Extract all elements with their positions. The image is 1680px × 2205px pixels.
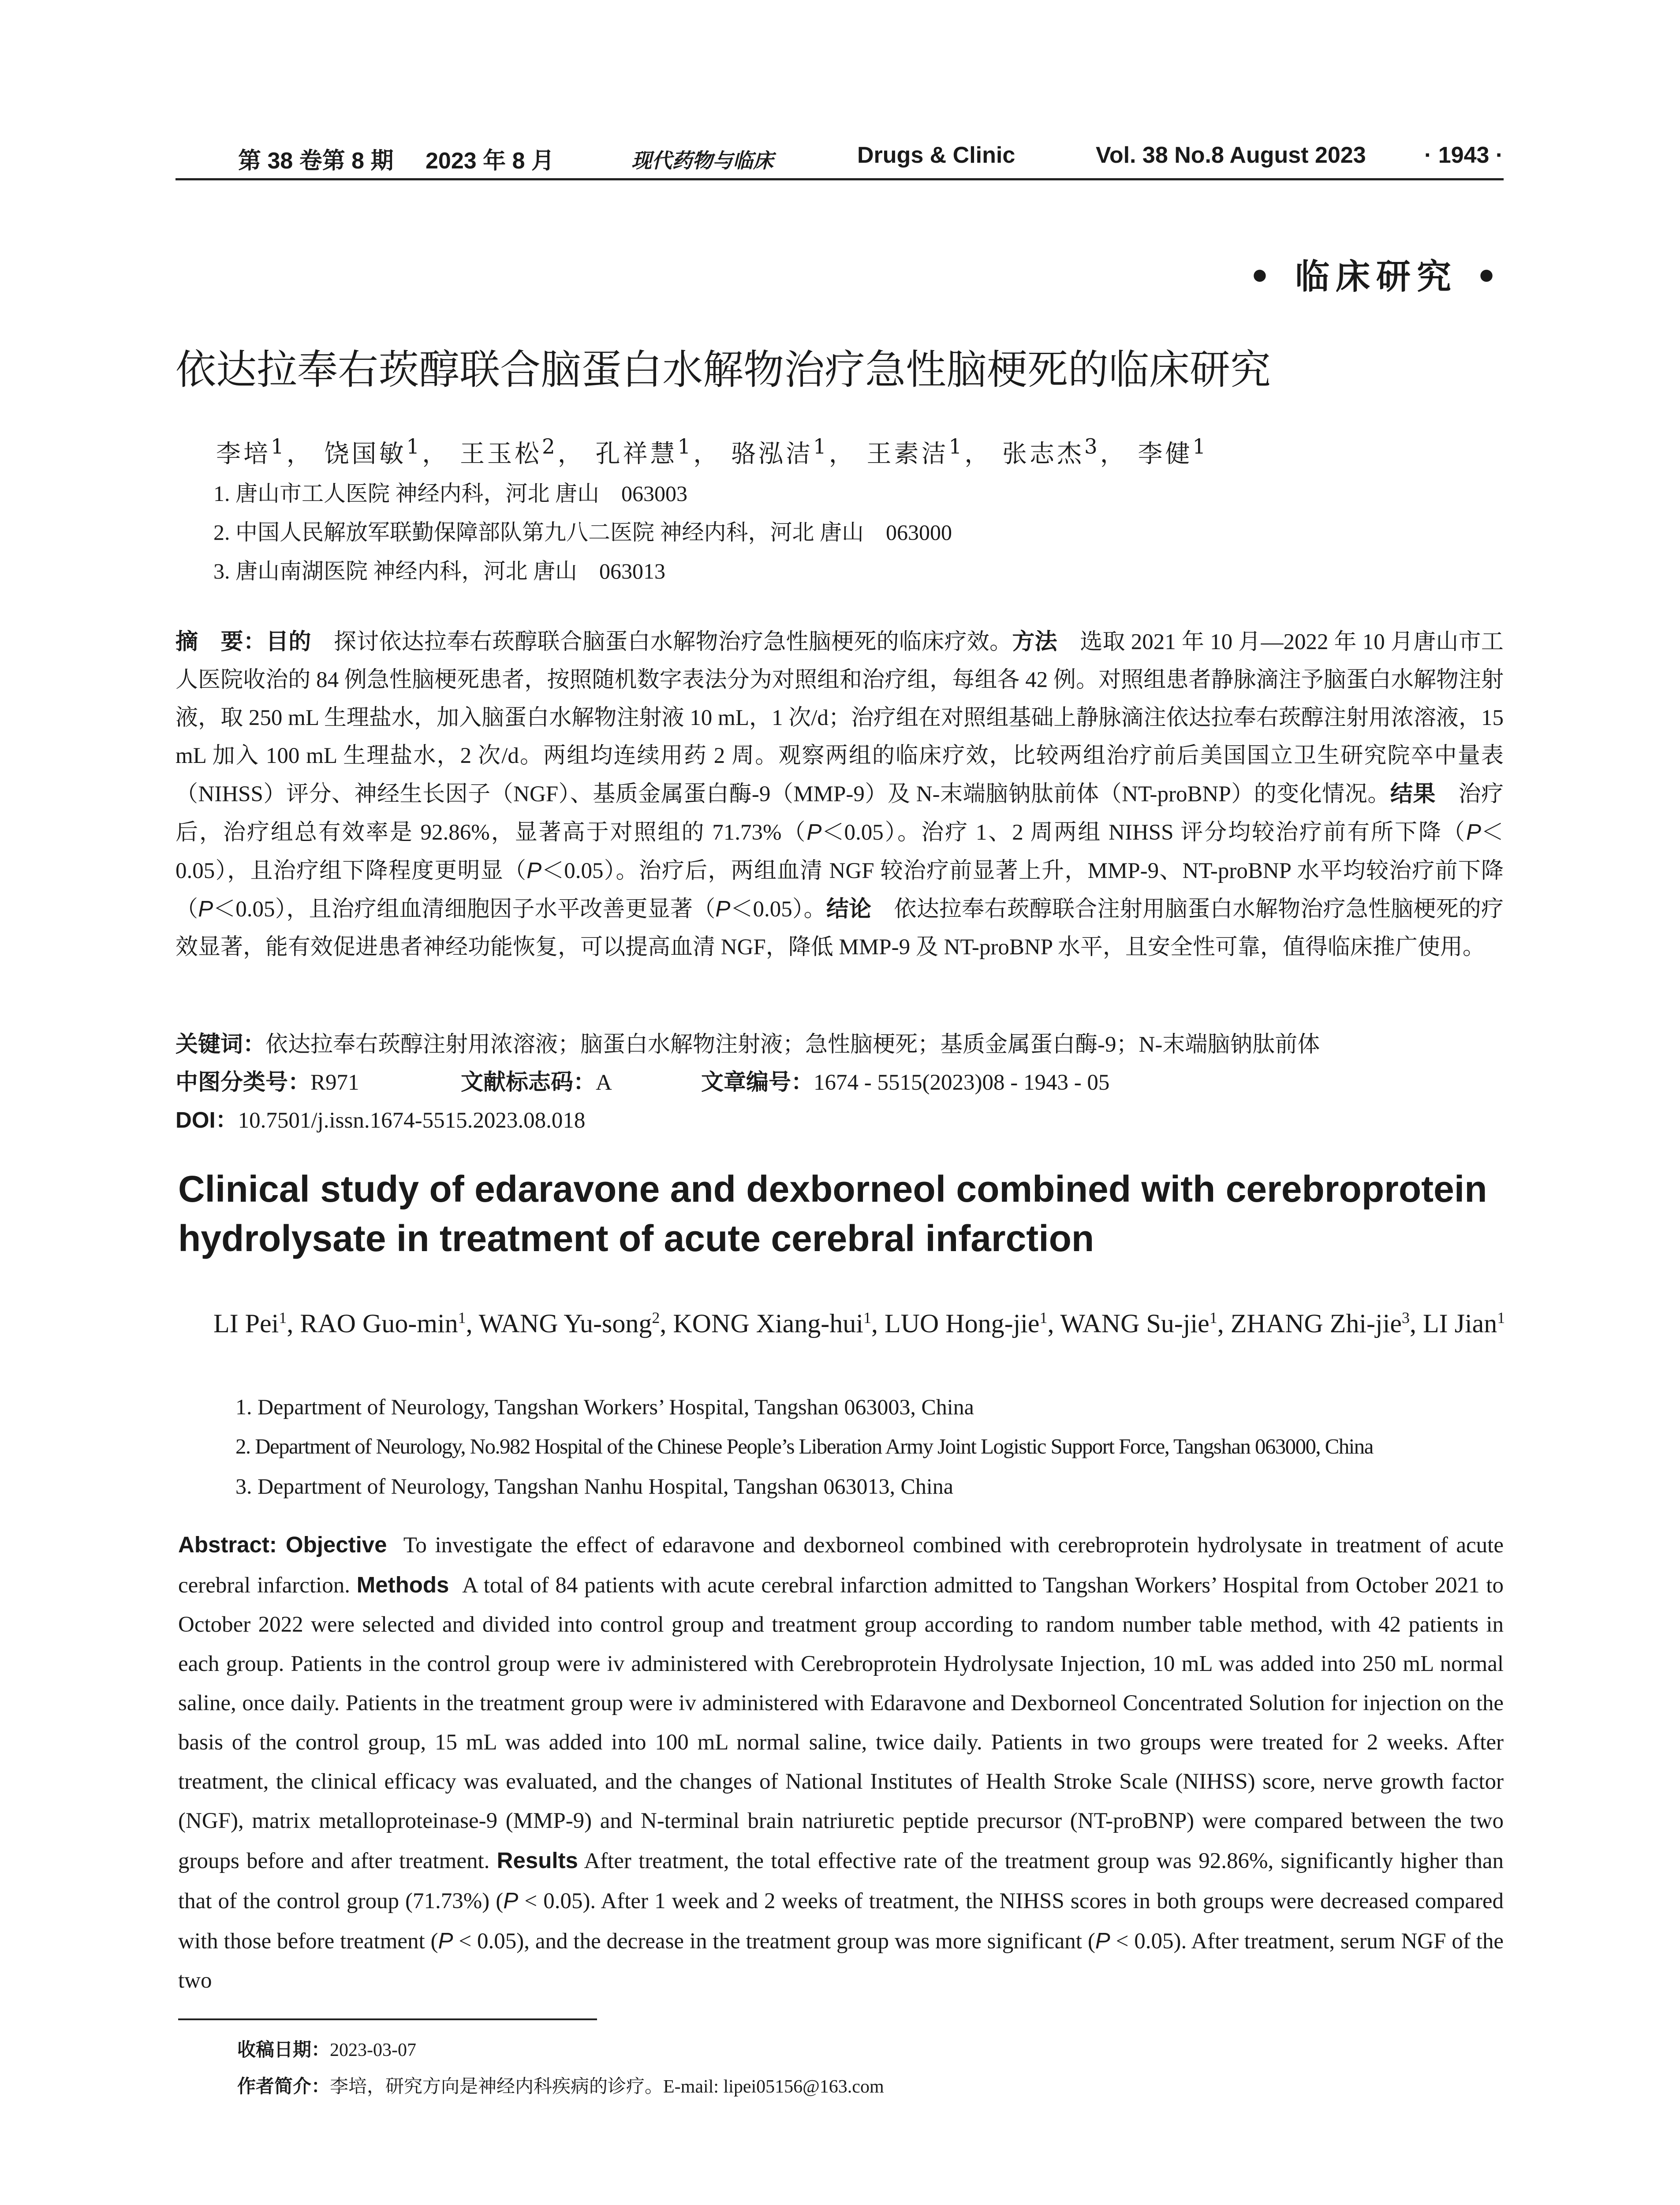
authors-cn: 李培$^1$， 饶国敏$^1$， 王玉松$^2$， 孔祥慧$^1$， 骆泓洁$^1$， 王素洁$^1$， 张志杰$^3$， 李健$^1$: [216, 435, 1209, 468]
header-date-cn: 2023 年 8 月: [426, 148, 554, 174]
title-en: Clinical study of edaravone and dexborneol combined with cerebroprotein hydrolysate in treatment of acute cerebral infarction: [178, 1168, 1487, 1259]
author-cn: 孔祥慧$^1$: [595, 435, 694, 468]
author-en: KONG Xiang-hui$^1$: [673, 1309, 871, 1338]
author-en: LUO Hong-jie$^1$: [884, 1309, 1048, 1338]
author-en: WANG Su-jie$^1$: [1060, 1309, 1217, 1338]
author-cn: 张志杰$^3$: [1002, 435, 1100, 468]
author-en: LI Jian$^1$: [1423, 1309, 1505, 1338]
header-journal-cn: 现代药物与临床: [631, 149, 773, 172]
doi-label: DOI：: [175, 1107, 238, 1132]
title-cn: 依达拉奉右莰醇联合脑蛋白水解物治疗急性脑梗死的临床研究: [175, 346, 1271, 393]
keywords-text: 依达拉奉右莰醇注射用浓溶液；脑蛋白水解物注射液；急性脑梗死；基质金属蛋白酶-9；N-末端脑钠肽前体: [265, 1032, 1320, 1057]
author-cn: 李培$^1$: [216, 435, 287, 468]
classification-doc-code: 文献标志码：A: [461, 1069, 612, 1095]
abstract-en-label: Abstract: Objective: [178, 1532, 387, 1557]
affiliation-cn: 2. 中国人民解放军联勤保障部队第九八二医院 神经内科，河北 唐山 063000: [213, 520, 952, 545]
results-label-en: Results: [497, 1848, 578, 1873]
affiliation-en: 2. Department of Neurology, No.982 Hospital of the Chinese People’s Liberation Army Joint Logistic Support Force, Tangshan 063000, China: [235, 1434, 1373, 1458]
header-journal-en: Drugs & Clinic: [857, 142, 1015, 168]
header-page-number: · 1943 ·: [1424, 142, 1504, 168]
affiliation-cn: 3. 唐山南湖医院 神经内科，河北 唐山 063013: [213, 559, 665, 583]
header-volume-issue-cn: 第 38 卷第 8 期: [238, 148, 394, 174]
header-volume-issue-en: Vol. 38 No.8 August 2023: [1096, 142, 1366, 168]
methods-label-en: Methods: [356, 1572, 449, 1597]
doi-value: 10.7501/j.issn.1674-5515.2023.08.018: [238, 1108, 586, 1133]
keywords-label: 关键词：: [175, 1031, 266, 1057]
objective-label-cn: 目的: [266, 629, 311, 654]
classification-clc: 中图分类号：R971: [175, 1069, 359, 1095]
keywords-cn: [175, 1026, 1320, 1058]
author-cn: 饶国敏$^1$: [324, 435, 422, 468]
author-en: LI Pei$^1$: [213, 1309, 287, 1338]
methods-label-cn: 方法: [1012, 629, 1057, 654]
affiliation-en: 1. Department of Neurology, Tangshan Workers’ Hospital, Tangshan 063003, China: [235, 1394, 974, 1419]
results-label-cn: 结果: [1390, 781, 1436, 806]
abstract-en: Abstract: Objective To investigate the effect of edaravone and dexborneol combined with cerebroprotein hydrolysate in treatment of acute cerebral infarction. Methods A total of 84 patients with acute cerebral infarction admitted to Tangshan Workers’ Hospital from October 2021 to October 2022 were selected and divided into control group and treatment group according to random number table method, with 42 patients in each group. Patients in the control group were iv administered with Cerebroprotein Hydrolysate Injection, 10 mL was added into 250 mL normal saline, once daily. Patients in the treatment group were iv administered with Edaravone and Dexborneol Concentrated Solution for injection on the basis of the control group, 15 mL was added into 100 mL normal saline, twice daily. Patients in two groups were treated for 2 weeks. After treatment, the clinical efficacy was evaluated, and the changes of National Institutes of Health Stroke Scale (NIHSS) score, nerve growth factor (NGF), matrix metalloproteinase-9 (MMP-9) and N-terminal brain natriuretic peptide precursor (NT-proBNP) were compared between the two groups before and after treatment. Results After treatment, the total effective rate of the treatment group was 92.86%, significantly higher than that of the control group (71.73%) (P < 0.05). After 1 week and 2 weeks of treatment, the NIHSS scores in both groups were decreased compared with those before treatment (P < 0.05), and the decrease in the treatment group was more significant (P < 0.05). After treatment, serum NGF of the two: [178, 1532, 1504, 1993]
column-label: • 临床研究 •: [1248, 257, 1504, 297]
author-cn: 王素洁$^1$: [866, 435, 965, 468]
affiliation-cn: 1. 唐山市工人医院 神经内科，河北 唐山 063003: [213, 481, 687, 506]
footnote-received: 收稿日期：2023-03-07: [237, 2039, 416, 2060]
author-cn: 王玉松$^2$: [460, 435, 558, 468]
affiliations-cn: [213, 474, 952, 590]
author-en: ZHANG Zhi-jie$^3$: [1230, 1309, 1410, 1338]
author-cn: 李健$^1$: [1138, 435, 1209, 468]
author-en: WANG Yu-song$^2$: [478, 1309, 660, 1338]
conclusion-label-cn: 结论: [826, 896, 872, 921]
affiliation-en: 3. Department of Neurology, Tangshan Nanhu Hospital, Tangshan 063013, China: [235, 1474, 953, 1499]
doi: [175, 1102, 585, 1134]
footnote-rule: [178, 2018, 597, 2020]
authors-en: LI Pei$^1$, RAO Guo-$\min^1$, WANG Yu-song$^2$, KONG Xiang-hui$^1$, LUO Hong-jie$^1$, WANG Su-jie$^1$, ZHANG Zhi-jie$^3$, LI Jian$^1$: [213, 1309, 1505, 1338]
author-cn: 骆泓洁$^1$: [731, 435, 829, 468]
classification-article-no: 文章编号：1674 - 5515(2023)08 - 1943 - 05: [701, 1069, 1110, 1095]
abstract-cn: 摘 要：目的 探讨依达拉奉右莰醇联合脑蛋白水解物治疗急性脑梗死的临床疗效。方法 选取 2021 年 10 月—2022 年 10 月唐山市工人医院收治的 84 例急性脑梗死患者，按照随机数字表法分为对照组和治疗组，每组各 42 例。对照组患者静脉滴注予脑蛋白水解物注射液，取 250 mL 生理盐水，加入脑蛋白水解物注射液 10 mL，1 次/d；治疗组在对照组基础上静脉滴注依达拉奉右莰醇注射用浓溶液，15 mL 加入 100 mL 生理盐水，2 次/d。两组均连续用药 2 周。观察两组的临床疗效，比较两组治疗前后美国国立卫生研究院卒中量表（NIHSS）评分、神经生长因子（NGF）、基质金属蛋白酶-9（MMP-9）及 N-末端脑钠肽前体（NT-proBNP）的变化情况。结果 治疗后，治疗组总有效率是 92.86%，显著高于对照组的 71.73%（P＜0.05）。治疗 1、2 周两组 NIHSS 评分均较治疗前有所下降（P＜0.05），且治疗组下降程度更明显（P＜0.05）。治疗后，两组血清 NGF 较治疗前显著上升，MMP-9、NT-proBNP 水平均较治疗前下降（P＜0.05），且治疗组血清细胞因子水平改善更显著（P＜0.05）。结论 依达拉奉右莰醇联合注射用脑蛋白水解物治疗急性脑梗死的疗效显著，能有效促进患者神经功能恢复，可以提高血清 NGF，降低 MMP-9 及 NT-proBNP 水平，且安全性可靠，值得临床推广使用。: [175, 629, 1504, 960]
footnote-author-bio: 作者简介：李培，研究方向是神经内科疾病的诊疗。E-mail: lipei05156@163.com: [237, 2075, 884, 2097]
header-rule: [175, 178, 1504, 180]
author-en: RAO Guo-$\min^1$: [300, 1309, 466, 1338]
abstract-cn-label: 摘 要：: [175, 629, 266, 654]
